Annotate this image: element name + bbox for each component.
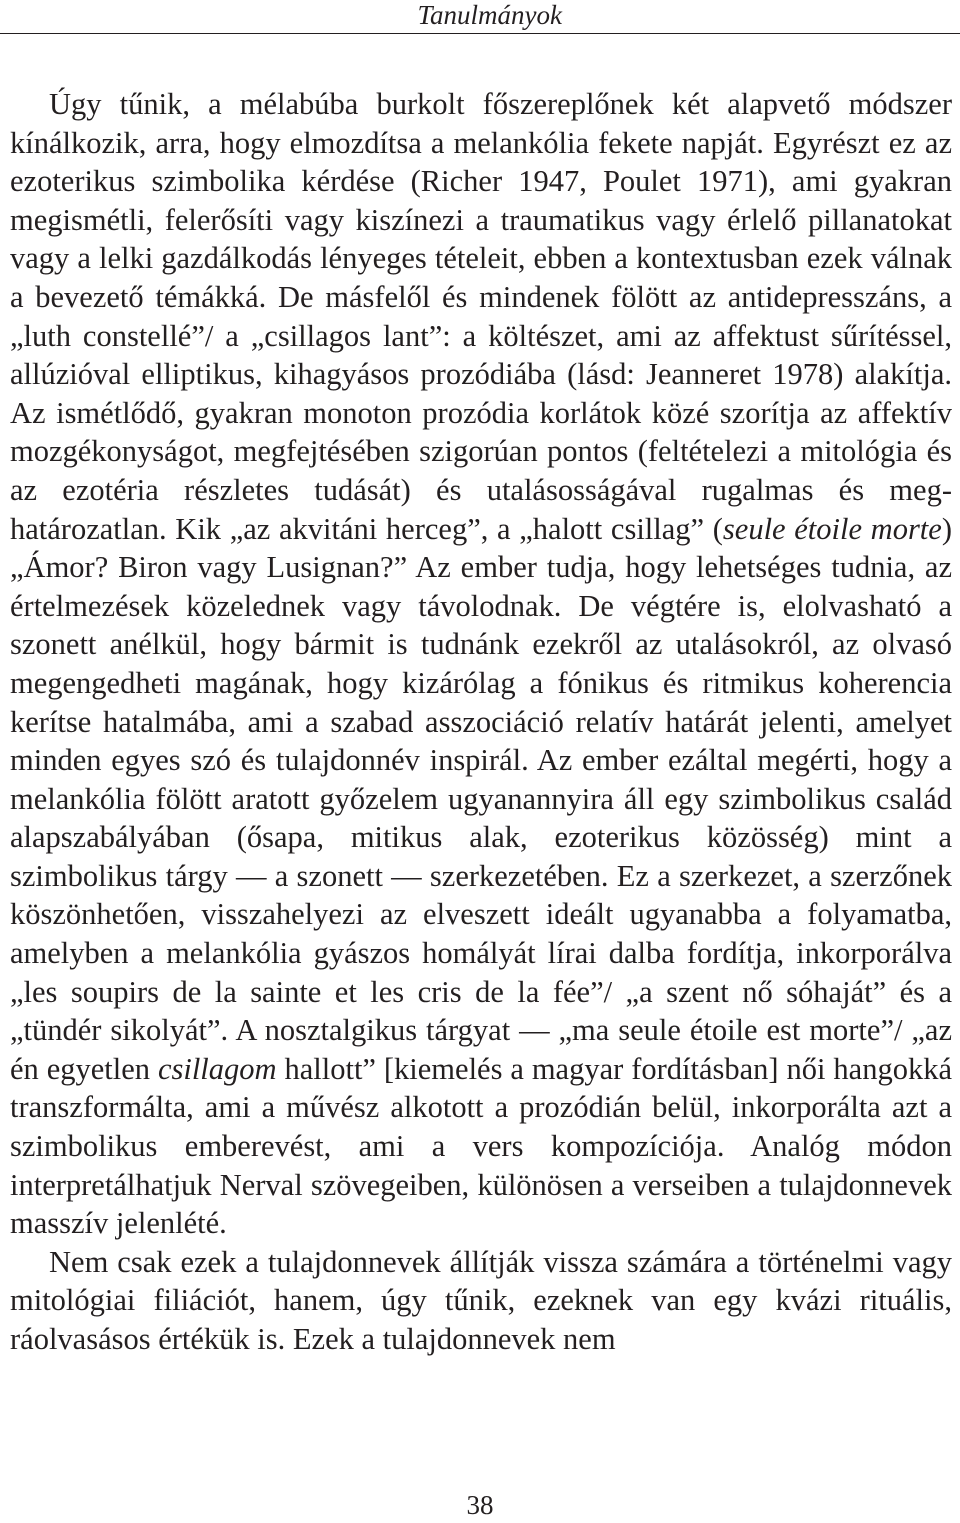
article-body	[10, 85, 952, 1359]
paragraph-1-text-b: ) „Ámor? Biron vagy Lusignan?” Az ember tudja, hogy lehetséges tudnia, az értelmezések közelednek vagy távolodnak. De végtére is, elolvasható a szonett anélkül, hogy bármit is tudnánk ezekről az utalásokról, az olvasó megengedheti magának, hogy kizárólag a fónikus és ritmikus koherencia kerítse hatalmába, ami a szabad asszociáció relatív határát jelenti, amelyet minden egyes szó és tulajdonnév inspirál. Az ember ezáltal megérti, hogy a melankólia fölött aratott győzelem ugyanannyira áll egy szimbolikus család alapszabályában (ősapa, mitikus alak, ezoterikus közösség) mint a szimbolikus tárgy — a szonett — szerkezetében. Ez a szerkezet, a szerzőnek köszönhetően, visszahelyezi az elveszett ideált ugyanabba a folyamatba, amelyben a melankólia gyászos homályát lírai dalba fordítja, inkorporálva „les soupirs de la sainte et les cris de la fée”/ „a szent nő sóhaját” és a „tündér sikolyát”. A nosztalgikus tárgyat — „ma seule étoile est morte”/ „az én egyetlen	[10, 511, 952, 1086]
paragraph-1-italic-b: csillagom	[157, 1051, 277, 1086]
paragraph-1-italic-a: seule étoile morte	[722, 511, 942, 546]
paragraph-1-text-a: Úgy tűnik, a mélabúba burkolt főszereplőnek két alapvető módszer kínálkozik, arra, hogy elmozdítsa a melankólia fekete napját. Egyrészt ez az ezoterikus szimbolika kérdése (Richer 1947, Poulet 1971), ami gyakran megismétli, felerősíti vagy kiszínezi a traumatikus vagy érlelő pillanatokat vagy a lelki gazdálkodás lényeges tételeit, ebben a kontextusban ezek válnak a bevezető témákká. De másfelől és mindenek fölött az antidepresszáns, a „luth constellé”/ a „csillagos lant”: a költészet, ami az affektust sűrítéssel, allúzióval elliptikus, kihagyásos prozódiába (lásd: Jeanneret 1978) alakítja. Az ismétlődő, gyakran monoton prozódia korlátok közé szorítja az affektív mozgékonyságot, megfejtésében szigorúan pontos (feltételezi a mitológia és az ezotéria részletes tudását) és utalásosságával rugalmas és meghatározatlan. Kik „az akvitáni herceg”, a „halott csillag” (	[10, 87, 952, 546]
page-number: 38	[466, 1490, 494, 1520]
paragraph-1-text-c: hallott” [kiemelés a magyar fordításban] női hangokká transzformálta, ami a művész alkotott a prozódián belül, inkorporálta azt a szimbolikus emberevést, ami a vers kompozíciója. Analóg módon interpretálhatjuk Nerval szövegeiben, különösen a verseiben a tulajdonnevek masszív jelenlété.	[10, 1051, 952, 1241]
paragraph-2: Nem csak ezek a tulajdonnevek állítják vissza számára a történelmi vagy mitológiai filiációt, hanem, úgy tűnik, ezeknek van egy kvázi rituális, ráolvasásos értékük is. Ezek a tulajdonnevek nem	[10, 1244, 952, 1356]
section-title: Tanulmányok	[417, 0, 562, 30]
paragraph-1	[10, 85, 952, 1243]
running-header	[0, 0, 960, 34]
